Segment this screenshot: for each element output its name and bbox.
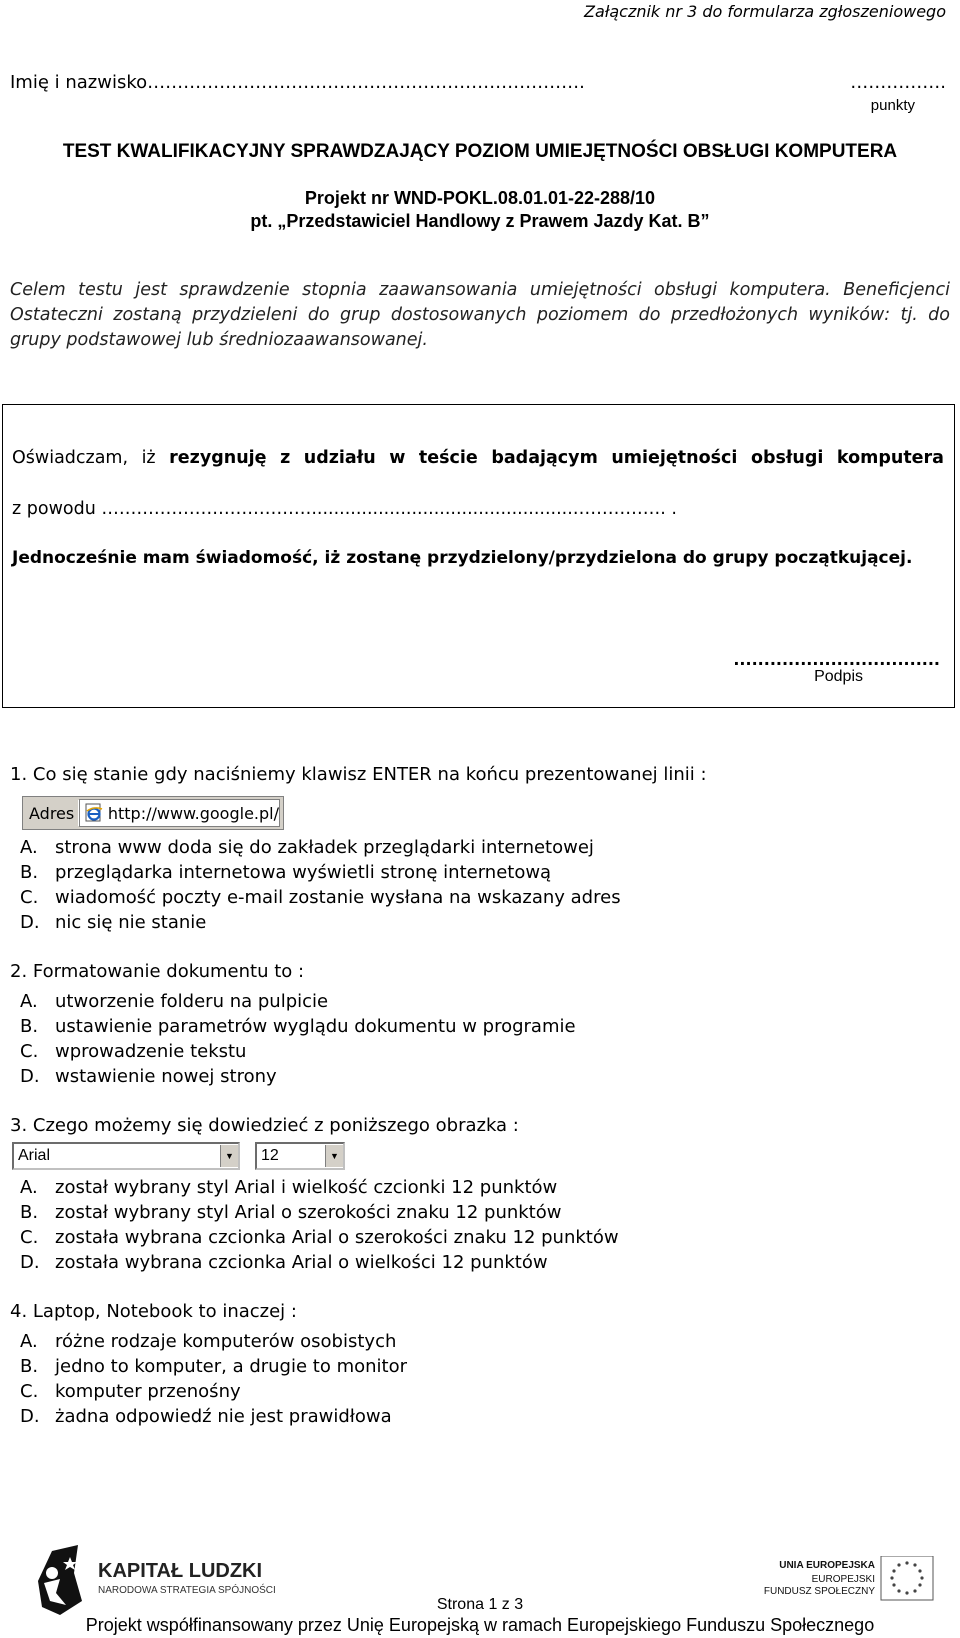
logo-left-subtitle: NARODOWA STRATEGIA SPÓJNOŚCI — [98, 1585, 276, 1596]
option-text: wprowadzenie tekstu — [55, 1041, 247, 1062]
option-4c — [20, 1381, 241, 1402]
signature-label: Podpis — [814, 668, 863, 685]
question-2: 2. Formatowanie dokumentu to : — [10, 961, 305, 982]
declaration-consequence: Jednocześnie mam świadomość, iż zostanę przydzielony/przydzielona do grupy początkującej. — [12, 548, 913, 568]
score-label: punkty — [870, 97, 915, 114]
option-text: żadna odpowiedź nie jest prawidłowa — [55, 1406, 392, 1427]
page-number: Strona 1 z 3 — [436, 1596, 524, 1613]
address-label: Adres — [23, 800, 79, 826]
declaration-word: teście — [418, 448, 478, 468]
intro-paragraph: Celem testu jest sprawdzenie stopnia zaawansowania umiejętności obsługi komputera. Beneficjenci Ostateczni zostaną przydzieleni do grup dostosowanych poziomem do przedłożonych wyników: tj. do grupy podstawowej lub średniozaawansowanej. — [10, 280, 950, 350]
option-2c — [20, 1041, 246, 1062]
question-1: 1. Co się stanie gdy naciśniemy klawisz ENTER na końcu prezentowanej linii : — [10, 764, 707, 785]
declaration-word: rezygnuję — [169, 448, 267, 468]
option-1d — [20, 912, 206, 933]
chevron-down-icon: ▼ — [220, 1145, 238, 1167]
option-4a — [20, 1331, 396, 1352]
logo-right-line3: FUNDUSZ SPOŁECZNY — [763, 1586, 875, 1597]
name-field-line: Imię i nazwisko………………………………………………………………. — [10, 72, 585, 93]
option-1b — [20, 862, 551, 883]
option-text: komputer przenośny — [55, 1381, 241, 1402]
option-2a — [20, 991, 328, 1012]
option-text: utworzenie folderu na pulpicie — [55, 991, 329, 1012]
ie-page-icon — [84, 803, 104, 823]
attachment-note: Załącznik nr 3 do formularza zgłoszeniowego — [583, 2, 946, 21]
document-title: TEST KWALIFIKACYJNY SPRAWDZAJĄCY POZIOM UMIEJĘTNOŚCI OBSŁUGI KOMPUTERA — [62, 141, 898, 162]
font-name-combo — [12, 1142, 240, 1170]
declaration-word: umiejętności — [611, 448, 738, 468]
declaration-lead: Oświadczam, — [12, 448, 129, 468]
option-text: strona www doda się do zakładek przeglądarki internetowej — [55, 837, 594, 858]
option-3c — [20, 1227, 619, 1248]
declaration-word: badającym — [491, 448, 598, 468]
logo-left-title: KAPITAŁ LUDZKI — [98, 1560, 263, 1582]
option-letter: A. — [20, 837, 38, 858]
project-name: pt. „Przedstawiciel Handlowy z Prawem Jazdy Kat. B” — [250, 211, 710, 231]
question-3: 3. Czego możemy się dowiedzieć z poniższego obrazka : — [10, 1115, 519, 1136]
logo-right-line2: EUROPEJSKI — [811, 1574, 875, 1585]
declaration-word: udziału — [303, 448, 376, 468]
declaration-word: obsługi — [750, 448, 824, 468]
declaration-word: z — [280, 448, 291, 468]
address-field — [79, 799, 280, 827]
score-field-dots: ……………. — [850, 72, 946, 93]
option-letter: D. — [20, 1406, 40, 1427]
option-text: został wybrany styl Arial i wielkość czcionki 12 punktów — [55, 1177, 558, 1198]
option-4d — [20, 1406, 392, 1427]
option-text: różne rodzaje komputerów osobistych — [55, 1331, 397, 1352]
option-text: został wybrany styl Arial o szerokości znaku 12 punktów — [55, 1202, 562, 1223]
option-letter: C. — [20, 1041, 39, 1062]
logo-right-line1: UNIA EUROPEJSKA — [779, 1560, 875, 1571]
option-2d — [20, 1066, 277, 1087]
footer-cofinancing-text: Projekt współfinansowany przez Unię Europejską w ramach Europejskiego Funduszu Społecznego — [85, 1615, 875, 1635]
option-letter: C. — [20, 887, 39, 908]
option-1a — [20, 837, 594, 858]
option-letter: B. — [20, 1016, 39, 1037]
option-text: została wybrana czcionka Arial o wielkości 12 punktów — [55, 1252, 548, 1273]
option-letter: D. — [20, 1066, 40, 1087]
option-3b — [20, 1202, 561, 1223]
option-letter: C. — [20, 1381, 39, 1402]
question-4: 4. Laptop, Notebook to inaczej : — [10, 1301, 297, 1322]
option-letter: C. — [20, 1227, 39, 1248]
option-2b — [20, 1016, 576, 1037]
option-letter: A. — [20, 1331, 38, 1352]
declaration-line — [12, 448, 944, 468]
option-letter: D. — [20, 912, 40, 933]
option-letter: B. — [20, 1202, 39, 1223]
option-letter: A. — [20, 1177, 38, 1198]
address-url: http://www.google.pl/ — [107, 803, 279, 823]
option-text: została wybrana czcionka Arial o szerokości znaku 12 punktów — [55, 1227, 619, 1248]
font-size-combo — [255, 1142, 345, 1170]
signature-dots: .................................. — [733, 650, 940, 669]
option-text: nic się nie stanie — [55, 912, 207, 933]
declaration-conj: iż — [141, 448, 156, 468]
option-3d — [20, 1252, 548, 1273]
declaration-word: komputera — [836, 448, 944, 468]
option-text: jedno to komputer, a drugie to monitor — [55, 1356, 408, 1377]
declaration-reason: z powodu ………………………………...............................................……………. . — [12, 499, 677, 519]
option-4b — [20, 1356, 407, 1377]
option-1c — [20, 887, 621, 908]
option-text: ustawienie parametrów wyglądu dokumentu w programie — [55, 1016, 576, 1037]
option-letter: A. — [20, 991, 38, 1012]
declaration-word: w — [389, 448, 406, 468]
font-size-value: 12 — [261, 1147, 279, 1164]
address-bar-image — [22, 796, 284, 830]
chevron-down-icon: ▼ — [325, 1145, 343, 1167]
option-letter: D. — [20, 1252, 40, 1273]
option-text: wstawienie nowej strony — [55, 1066, 277, 1087]
option-text: przeglądarka internetowa wyświetli stronę internetową — [55, 862, 552, 883]
option-text: wiadomość poczty e-mail zostanie wysłana na wskazany adres — [55, 887, 621, 908]
option-3a — [20, 1177, 557, 1198]
option-letter: B. — [20, 1356, 39, 1377]
project-number: Projekt nr WND-POKL.08.01.01-22-288/10 — [304, 188, 656, 208]
font-name-value: Arial — [18, 1147, 51, 1164]
option-letter: B. — [20, 862, 39, 883]
